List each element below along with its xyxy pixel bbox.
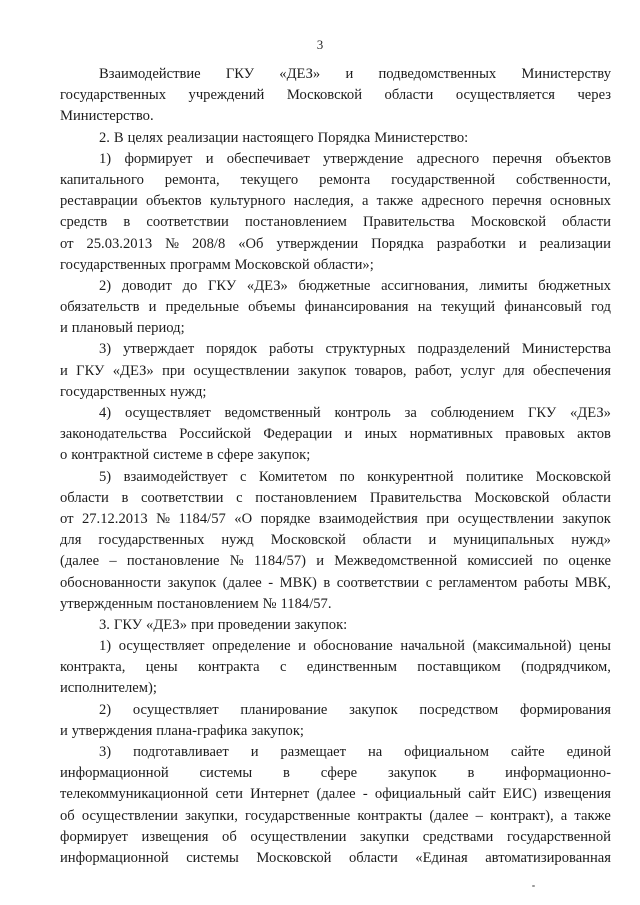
text-line: (далее – постановление № 1184/57) и Межведомственной комиссией по оценке [60,553,611,570]
text-line: 1) осуществляет определение и обоснование начальной (максимальной) цены [99,638,611,655]
text-line: о контрактной системе в сфере закупок; [60,447,311,464]
text-line: исполнителем); [60,680,157,697]
text-line: законодательства Российской Федерации и иных нормативных правовых актов [60,426,611,443]
text-line: 3) утверждает порядок работы структурных подразделений Министерства [99,341,611,358]
text-line: и утверждения плана-графика закупок; [60,722,304,739]
text-line: 2. В целях реализации настоящего Порядка Министерство: [99,129,469,146]
text-line: обязательств и предельные объемы финансирования на текущий финансовый год [60,299,611,316]
text-line: информационной системы Московской области «Единая автоматизированная [60,849,611,866]
text-line: области в соответствии с постановлением Правительства Московской области [60,489,611,506]
document-body [60,64,611,869]
text-line: 1) формирует и обеспечивает утверждение адресного перечня объектов [99,150,611,167]
text-line: утвержденным постановлением № 1184/57. [60,595,332,612]
text-line: Министерство. [60,108,154,125]
text-line: государственных нужд; [60,383,207,400]
text-line: 2) доводит до ГКУ «ДЕЗ» бюджетные ассигнования, лимиты бюджетных [99,277,611,294]
text-line: Взаимодействие ГКУ «ДЕЗ» и подведомственных Министерству [99,66,611,82]
text-line: от 27.12.2013 № 1184/57 «О порядке взаимодействия при осуществлении закупок [60,510,611,527]
text-line: обоснованности закупок (далее - МВК) в соответствии с регламентом работы МВК, [60,574,611,591]
text-line: 4) осуществляет ведомственный контроль за соблюдением ГКУ «ДЕЗ» [99,405,611,421]
text-line: реставрации объектов культурного наследия, а также адресного перечня основных [60,193,611,210]
text-line: государственных учреждений Московской области осуществляется через [60,87,611,104]
text-line: и ГКУ «ДЕЗ» при осуществлении закупок товаров, работ, услуг для обеспечения [60,362,611,379]
text-line: средств в соответствии постановлением Правительства Московской области [60,214,611,231]
text-line: для государственных нужд Московской области и муниципальных нужд» [60,532,611,549]
text-line: капитального ремонта, текущего ремонта государственной собственности, [60,171,611,188]
text-line: 3) подготавливает и размещает на официальном сайте единой [99,744,611,760]
text-line: 2) осуществляет планирование закупок посредством формирования [99,701,611,718]
text-line: от 25.03.2013 № 208/8 «Об утверждении Порядка разработки и реализации [60,235,611,252]
text-line: телекоммуникационной сети Интернет (далее - официальный сайт ЕИС) извещения [60,786,611,803]
scan-speck [532,885,535,887]
text-line: государственных программ Московской области»; [60,256,374,273]
text-line: 5) взаимодействует с Комитетом по конкурентной политике Московской [99,468,611,485]
text-line: и плановый период; [60,320,185,337]
text-line: об осуществлении закупки, государственные контракты (далее – контракт), а также [60,807,611,824]
text-line: информационной системы в сфере закупок в информационно- [60,765,611,782]
text-line: контракта, цены контракта с единственным поставщиком (подрядчиком, [60,659,611,676]
text-line: формирует извещения об осуществлении закупки средствами государственной [60,828,611,845]
text-line: 3. ГКУ «ДЕЗ» при проведении закупок: [99,616,348,633]
page-number: 3 [316,37,324,52]
